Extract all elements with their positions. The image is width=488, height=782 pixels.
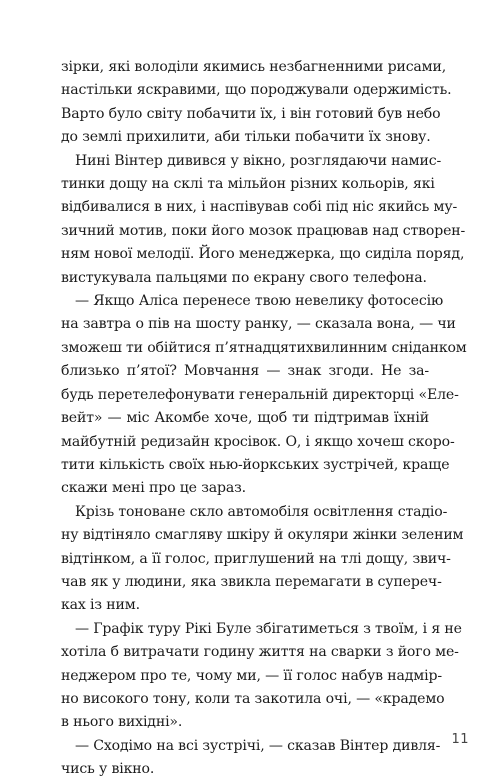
text-line: зірки, які володіли якимись незбагненними рисами, <box>61 59 447 75</box>
text-line: — Сходімо на всі зустрічі, — сказав Вінтер дивля- <box>61 737 441 754</box>
text-line: зичний мотив, поки його мозок працював над створен- <box>61 222 466 239</box>
text-line: близько п’ятої? Мовчання — знак згоди. Не за- <box>61 363 429 380</box>
text-line: Нині Вінтер дивився у вікно, розглядаючи намис- <box>61 152 442 169</box>
text-line: но високого тону, коли та закотила очі, — «крадемо <box>61 690 445 707</box>
text-line: ням нової мелодії. Його менеджерка, що сиділа поряд, <box>61 246 465 263</box>
text-line: чись у вікно. <box>61 761 155 778</box>
text-line: до землі прихилити, аби тільки побачити їх знову. <box>61 129 431 146</box>
text-line: будь перетелефонувати генеральній директорці «Еле- <box>61 386 459 403</box>
text-line: відтінком, а її голос, приглушений на тлі дощу, звич- <box>61 550 451 567</box>
text-line: на завтра о пів на шосту ранку, — сказала вона, — чи <box>61 316 456 333</box>
paragraph <box>61 618 462 735</box>
text-line: майбутній редизайн кросівок. О, і якщо хочеш скоро- <box>61 433 455 450</box>
paragraph <box>61 501 464 618</box>
text-line: ках із ним. <box>61 597 140 614</box>
text-line: — Графік туру Рікі Буле збігатиметься з твоїм, і я не <box>61 620 462 637</box>
text-line: хотіла б витрачати годину життя на сварки з його ме- <box>61 644 459 661</box>
text-line: чав як у людини, яка звикла перемагати в супереч- <box>61 573 442 590</box>
text-line: вейт» — міс Акомбе хоче, щоб ти підтримав їхній <box>61 410 429 427</box>
text-line: вистукувала пальцями по екрану свого телефона. <box>61 269 427 286</box>
text-line: неджером про те, чому ми, — її голос набув надмір- <box>61 667 442 684</box>
page-number: 11 <box>451 732 469 747</box>
text-line: скажи мені про це зараз. <box>61 480 246 497</box>
text-line: зможеш ти обійтися п’ятнадцятихвилинним сніданком <box>61 339 467 356</box>
text-line: в нього вихідні». <box>61 714 183 731</box>
text-line: відбивалися в них, і наспівував собі під ніс якийсь му- <box>61 199 458 216</box>
text-line: настільки яскравими, що породжували одержимість. <box>61 82 452 99</box>
text-line: Крізь тоноване скло автомобіля освітлення стадіо- <box>61 503 448 520</box>
text-line: ну відтіняло смагляву шкіру й окуляри жінки зеленим <box>61 527 464 544</box>
paragraph <box>61 56 452 150</box>
text-line: Варто було світу побачити їх, і він готовий був небо <box>61 105 441 122</box>
paragraph <box>61 290 467 501</box>
text-line: — Якщо Аліса перенесе твою невелику фотосесію <box>61 293 444 310</box>
text-line: тинки дощу на склі та мільйон різних кольорів, які <box>61 176 435 193</box>
text-line: тити кількість своїх нью-йоркських зустрічей, краще <box>61 456 450 473</box>
paragraph <box>61 735 441 782</box>
paragraph <box>61 150 466 290</box>
